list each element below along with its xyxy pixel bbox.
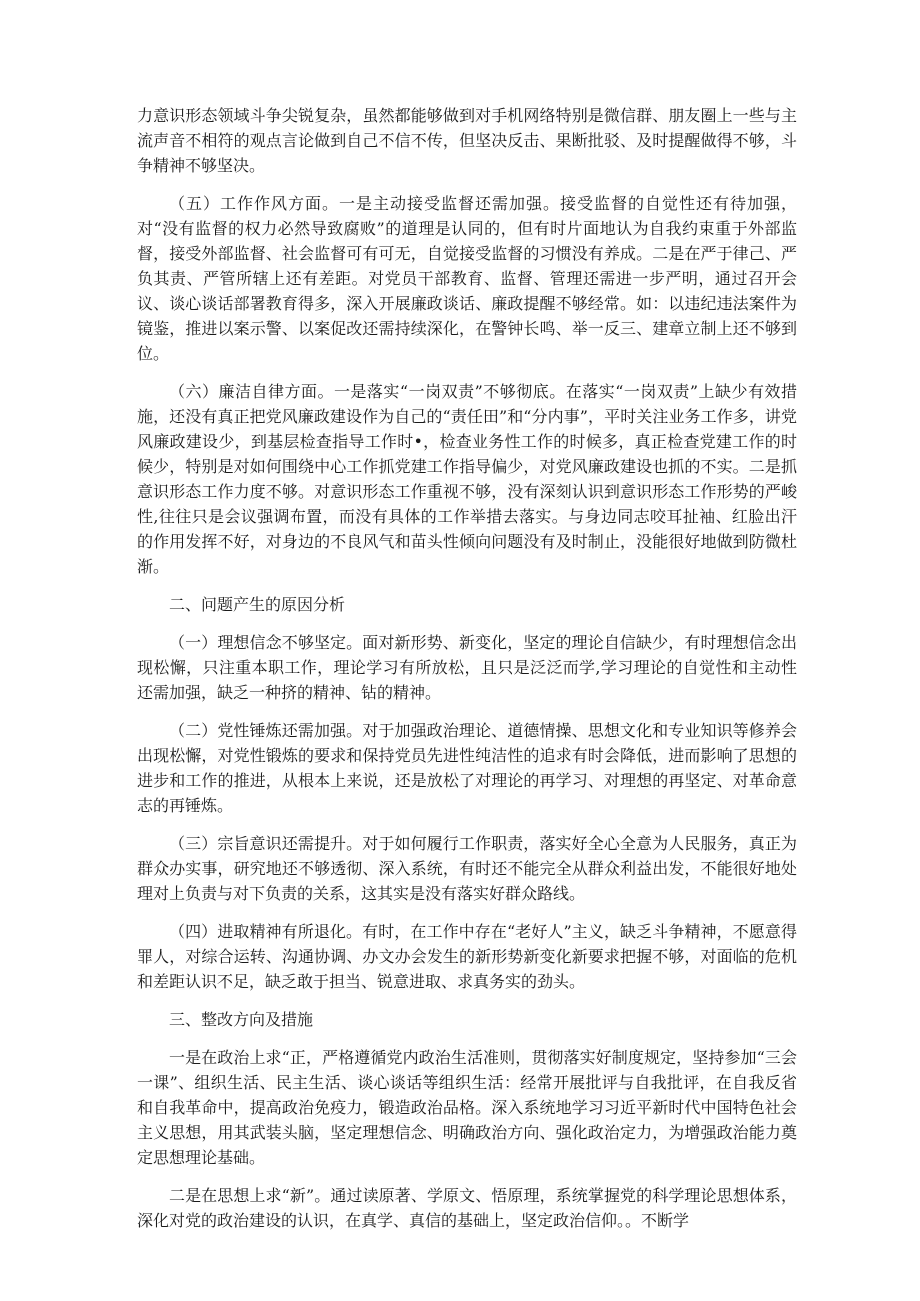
paragraph-enterprise: （四）进取精神有所退化。有时，在工作中存在“老好人”主义，缺乏斗争精神，不愿意得罪人，对综合运转、沟通协调、办文办会发生的新形势新变化新要求把握不够，对面临的危机和差距认识不足，缺乏敢于担当、锐意进取、求真务实的劲头。 [137,922,797,991]
paragraph-thought: 二是在思想上求“新”。通过读原著、学原文、悟原理，系统掌握党的科学理论思想体系，深化对党的政治建设的认识，在真学、真信的基础上，坚定政治信仰。。不断学 [137,1186,797,1230]
document-body [137,103,797,1246]
paragraph-integrity: （六）廉洁自律方面。一是落实“一岗双责”不够彻底。在落实“一岗双责”上缺少有效措施，还没有真正把党风廉政建设作为自己的“责任田”和“分内事”，平时关注业务工作多，讲党风廉政建设少，到基层检查指导工作时•，检查业务性工作的时候多，真正检查党建工作的时候少，特别是对如何围绕中心工作抓党建工作指导偏少，对党风廉政建设也抓的不实。二是抓意识形态工作力度不够。对意识形态工作重视不够，没有深刻认识到意识形态工作形势的严峻性,往往只是会议强调布置，而没有具体的工作举措去落实。与身边同志咬耳扯袖、红脸出汗的作用发挥不好，对身边的不良风气和苗头性倾向问题没有及时制止，没能很好地做到防微杜渐。 [137,382,797,576]
paragraph-political: 一是在政治上求“正，严格遵循党内政治生活准则，贯彻落实好制度规定，坚持参加“三会一课”、组织生活、民主生活、谈心谈话等组织生活：经常开展批评与自我批评，在自我反省和自我革命中，提高政治免疫力，锻造政治品格。深入系统地学习习近平新时代中国特色社会主义思想，用其武装头脑，坚定理想信念、明确政治方向、强化政治定力，为增强政治能力奠定思想理论基础。 [137,1048,797,1167]
section-heading-causes: 二、问题产生的原因分析 [169,595,346,614]
section-heading-measures: 三、整改方向及措施 [169,1010,314,1029]
paragraph-continued: 力意识形态领域斗争尖锐复杂，虽然都能够做到对手机网络特别是微信群、朋友圈上一些与主流声音不相符的观点言论做到自己不信不传，但坚决反击、果断批驳、及时提醒做得不够，斗争精神不够坚决。 [137,106,797,175]
paragraph-party-spirit: （二）党性锤炼还需加强。对于加强政治理论、道德情操、思想文化和专业知识等修养会出现松懈，对党性锻炼的要求和保持党员先进性纯洁性的追求有时会降低，进而影响了思想的进步和工作的推进，从根本上来说，还是放松了对理论的再学习、对理想的再坚定、对革命意志的再锤炼。 [137,721,797,815]
paragraph-ideals: （一）理想信念不够坚定。面对新形势、新变化，坚定的理论自信缺少，有时理想信念出现松懈，只注重本职工作，理论学习有所放松，且只是泛泛而学,学习理论的自觉性和主动性还需加强，缺乏一种挤的精神、钻的精神。 [137,633,797,702]
paragraph-work-style: （五）工作作风方面。一是主动接受监督还需加强。接受监督的自觉性还有待加强，对“没有监督的权力必然导致腐败”的道理是认同的，但有时片面地认为自我约束重于外部监督，接受外部监督、社会监督可有可无，自觉接受监督的习惯没有养成。二是在严于律己、严负其责、严管所辖上还有差距。对党员干部教育、监督、管理还需进一步严明，通过召开会议、谈心谈话部署教育得多，深入开展廉政谈话、廉政提醒不够经常。如：以违纪违法案件为镜鉴，推进以案示警、以案促改还需持续深化，在警钟长鸣、举一反三、建章立制上还不够到位。 [137,194,797,363]
paragraph-purpose: （三）宗旨意识还需提升。对于如何履行工作职责，落实好全心全意为人民服务，真正为群众办实事，研究地还不够透彻、深入系统，有时还不能完全从群众利益出发，不能很好地处理对上负责与对下负责的关系，这其实是没有落实好群众路线。 [137,834,797,903]
